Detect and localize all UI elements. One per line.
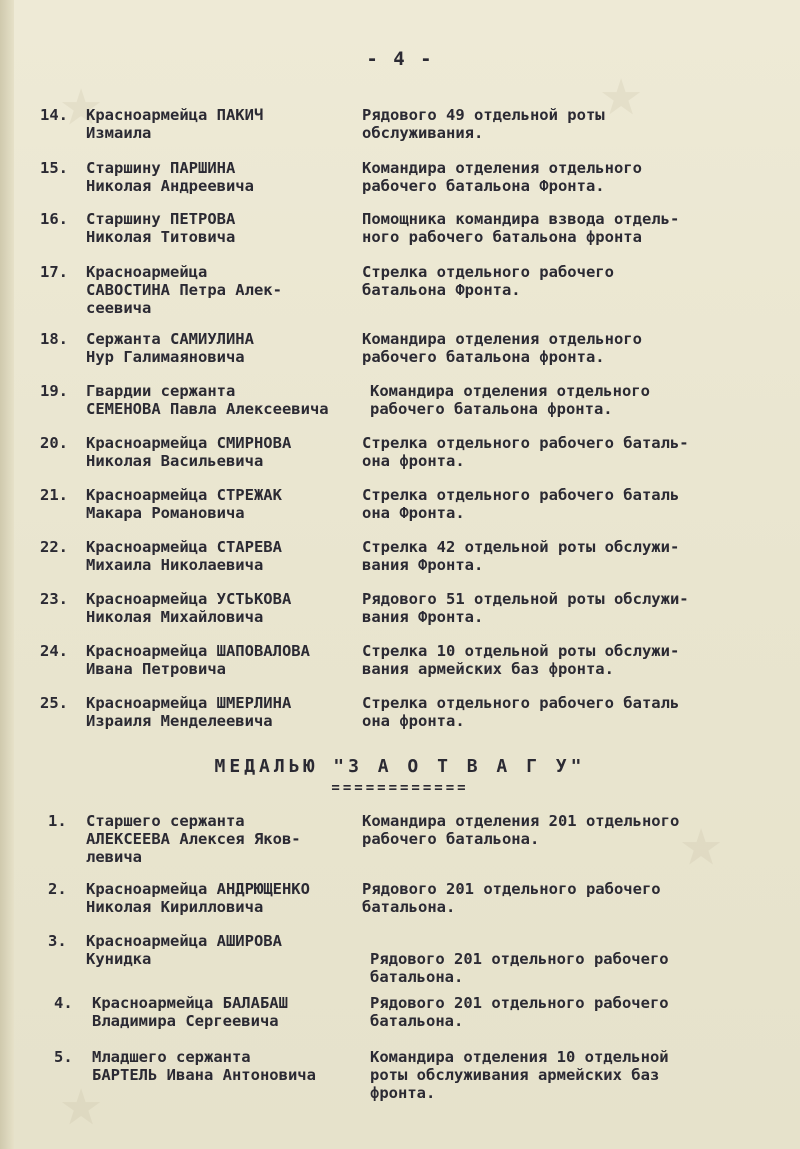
entry-name: Красноармейца АНДРЮЩЕНКО Николая Кирилловича [86,880,310,916]
entry-name: Красноармейца ШМЕРЛИНА Израиля Менделеевича [86,694,292,730]
entry-position: Командира отделения отдельного рабочего батальона фронта. [362,330,642,366]
entry-name: Красноармейца СТРЕЖАК Макара Романовича [86,486,282,522]
watermark-star-icon: ★ [60,1060,103,1142]
entry-number: 21. [40,486,68,504]
entry-name: Младшего сержанта БАРТЕЛЬ Ивана Антоновича [92,1048,316,1084]
entry-number: 2. [48,880,67,898]
entry-number: 23. [40,590,68,608]
watermark-star-icon: ★ [60,60,103,142]
entry-position: Стрелка отдельного рабочего баталь она фронта. [362,694,680,730]
entry-name: Старшего сержанта АЛЕКСЕЕВА Алексея Яков- левича [86,812,301,866]
entry-number: 25. [40,694,68,712]
entry-name: Сержанта САМИУЛИНА Нур Галимаяновича [86,330,254,366]
entry-name: Старшину ПАРШИНА Николая Андреевича [86,159,254,195]
entry-position: Командира отделения 201 отдельного рабочего батальона. [362,812,680,848]
entry-position: Стрелка отдельного рабочего баталь она Фронта. [362,486,680,522]
entry-position: Рядового 49 отдельной роты обслуживания. [362,106,605,142]
entry-number: 22. [40,538,68,556]
entry-position: Рядового 201 отдельного рабочего батальона. [370,950,669,986]
entry-position: Стрелка 10 отдельной роты обслужи- вания армейских баз фронта. [362,642,680,678]
entry-name: Красноармейца СТАРЕВА Михаила Николаевича [86,538,282,574]
entry-number: 3. [48,932,67,950]
entry-position: Командира отделения отдельного рабочего батальона Фронта. [362,159,642,195]
entry-number: 5. [54,1048,73,1066]
entry-name: Красноармейца СМИРНОВА Николая Васильевича [86,434,292,470]
entry-name: Красноармейца АШИРОВА Кунидка [86,932,282,968]
page-number: - 4 - [366,48,434,70]
entry-name: Красноармейца УСТЬКОВА Николая Михайловича [86,590,292,626]
entry-position: Командира отделения отдельного рабочего батальона фронта. [370,382,650,418]
entry-position: Рядового 201 отдельного рабочего батальона. [370,994,669,1030]
section-underline: ============ [331,780,469,796]
entry-number: 18. [40,330,68,348]
entry-position: Стрелка 42 отдельной роты обслужи- вания Фронта. [362,538,680,574]
entry-position: Стрелка отдельного рабочего баталь- она фронта. [362,434,689,470]
entry-number: 14. [40,106,68,124]
entry-name: Красноармейца САВОСТИНА Петра Алек- сеевича [86,263,282,317]
entry-number: 24. [40,642,68,660]
entry-name: Гвардии сержанта СЕМЕНОВА Павла Алексеевича [86,382,329,418]
entry-number: 4. [54,994,73,1012]
entry-position: Рядового 51 отдельной роты обслужи- вания Фронта. [362,590,689,626]
entry-position: Командира отделения 10 отдельной роты обслуживания армейских баз фронта. [370,1048,669,1102]
section-title: МЕДАЛЬЮ "З А О Т В А Г У" [214,756,586,777]
entry-number: 17. [40,263,68,281]
entry-number: 20. [40,434,68,452]
entry-number: 19. [40,382,68,400]
entry-number: 1. [48,812,67,830]
entry-name: Старшину ПЕТРОВА Николая Титовича [86,210,236,246]
entry-number: 15. [40,159,68,177]
entry-number: 16. [40,210,68,228]
entry-name: Красноармейца ПАКИЧ Измаила [86,106,264,142]
entry-position: Рядового 201 отдельного рабочего батальона. [362,880,661,916]
entry-position: Помощника командира взвода отдель- ного рабочего батальона фронта [362,210,680,246]
page-edge-shadow [0,0,14,1149]
entry-position: Стрелка отдельного рабочего батальона Фронта. [362,263,614,299]
entry-name: Красноармейца БАЛАБАШ Владимира Сергеевича [92,994,288,1030]
watermark-star-icon: ★ [680,800,723,882]
watermark-star-icon: ★ [600,50,643,132]
entry-name: Красноармейца ШАПОВАЛОВА Ивана Петровича [86,642,310,678]
